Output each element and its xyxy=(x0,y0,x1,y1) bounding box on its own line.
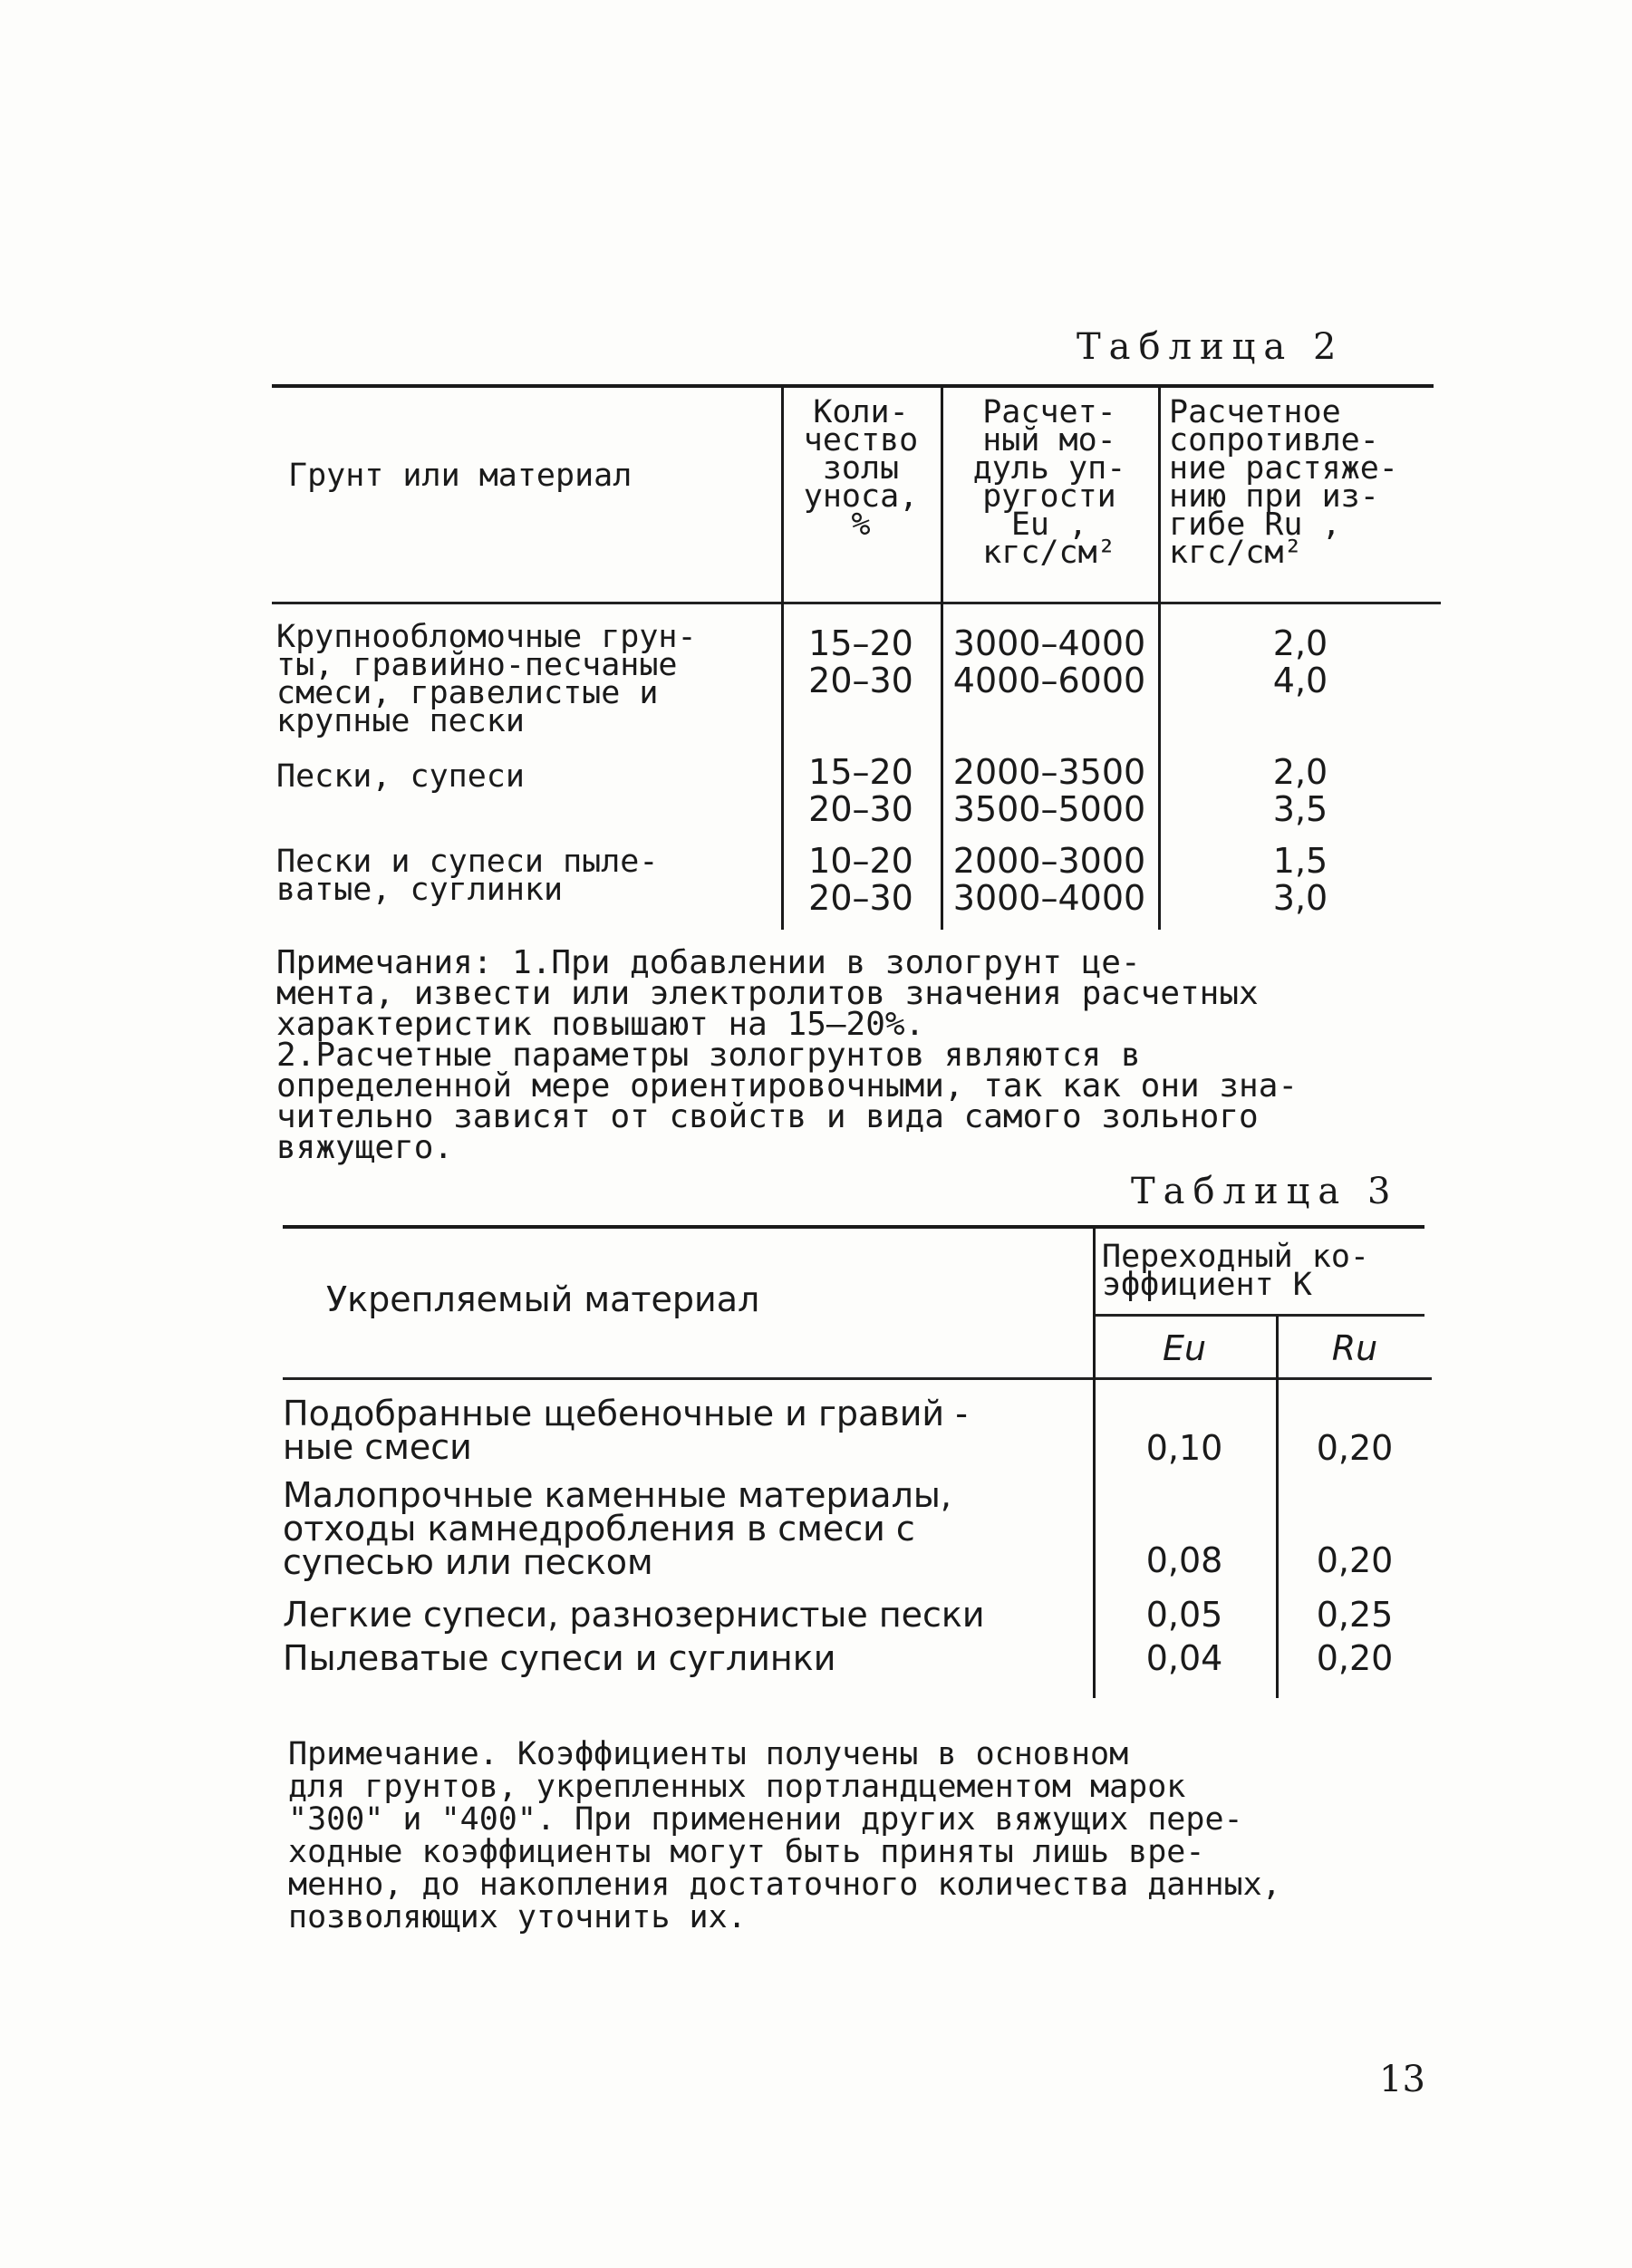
table3-row-eu: 0,05 xyxy=(1145,1595,1223,1635)
table3-row-ru: 0,20 xyxy=(1316,1540,1394,1580)
table3-header-eu: Eu xyxy=(1162,1328,1207,1368)
table2-header-modulus: Расчет- ный мо- дуль уп- ругости Eu , кгс/см² xyxy=(972,394,1126,571)
table3-caption: Таблица 3 xyxy=(1131,1171,1399,1212)
table2-header-resistance: Расчетное сопротивле- ние растяже- нию при из- гибе Ru , кгс/см² xyxy=(1169,394,1398,571)
table2-row-material: Пески, супеси xyxy=(276,758,525,795)
table2-header-material: Грунт или материал xyxy=(288,458,633,494)
table3-header-material: Укрепляемый материал xyxy=(326,1279,760,1319)
table2-notes: Примечания: 1.При добавлении в зологрунт це- мента, извести или электролитов значения расчетных характеристик повышают на 15–20%. 2.Расчетные параметры зологрунтов являются в определенной мере ориентировочными, так как они зна- чительно зависят от свойств и вида самого зольного вяжущего. xyxy=(276,944,1299,1166)
table3-row-material: Пылеватые супеси и суглинки xyxy=(283,1638,836,1678)
table2-row-resistance: 2,0 4,0 xyxy=(1272,623,1328,700)
table2-row-modulus: 2000–3000 3000–4000 xyxy=(952,841,1146,918)
table3-row-material: Малопрочные каменные материалы, отходы камнедробления в смеси с супесью или песком xyxy=(283,1475,951,1582)
table2-col-divider xyxy=(1158,386,1161,930)
table2-row-material: Пески и супеси пыле- ватые, суглинки xyxy=(276,844,659,908)
table3-row-eu: 0,04 xyxy=(1145,1638,1223,1678)
table2-row-resistance: 2,0 3,5 xyxy=(1272,752,1328,829)
table3-note: Примечание. Коэффициенты получены в основном для грунтов, укрепленных портландцементом марок "300" и "400". При применении других вяжущих пере- ходные коэффициенты могут быть приняты лишь вре- менно, до накопления достаточного количества данных, позволяющих уточнить их. xyxy=(288,1736,1281,1935)
table3-header-rule xyxy=(283,1377,1432,1380)
table2-row-ash: 10–20 20–30 xyxy=(808,841,913,918)
table3-row-material: Подобранные щебеночные и гравий - ные смеси xyxy=(283,1394,968,1467)
table3-row-ru: 0,20 xyxy=(1316,1638,1394,1678)
table2-top-rule xyxy=(272,384,1434,388)
table2-row-modulus: 3000–4000 4000–6000 xyxy=(952,623,1146,700)
table2-caption: Таблица 2 xyxy=(1077,326,1345,368)
table3-header-ru: Ru xyxy=(1331,1328,1378,1368)
table3-row-eu: 0,08 xyxy=(1145,1540,1223,1580)
table2-row-ash: 15–20 20–30 xyxy=(808,752,913,829)
table3-top-rule xyxy=(283,1225,1424,1229)
table3-row-ru: 0,25 xyxy=(1316,1595,1394,1635)
table2-row-modulus: 2000–3500 3500–5000 xyxy=(952,752,1146,829)
table2-row-ash: 15–20 20–30 xyxy=(808,623,913,700)
table2-header-ash: Коли- чество золы уноса, % xyxy=(803,394,919,543)
table3-row-eu: 0,10 xyxy=(1145,1428,1223,1468)
table2-row-material: Крупнообломочные грун- ты, гравийно-песчаные смеси, гравелистые и крупные пески xyxy=(276,619,697,739)
table3-subheader-rule xyxy=(1093,1314,1424,1317)
page-number: 13 xyxy=(1379,2059,1425,2100)
table3-col-divider xyxy=(1276,1316,1279,1698)
table3-row-ru: 0,20 xyxy=(1316,1428,1394,1468)
table2-row-resistance: 1,5 3,0 xyxy=(1272,841,1328,918)
table3-row-material: Легкие супеси, разнозернистые пески xyxy=(283,1595,985,1635)
table2-header-rule xyxy=(272,602,1441,604)
table3-header-coef: Переходный ко- эффициент K xyxy=(1102,1239,1370,1303)
